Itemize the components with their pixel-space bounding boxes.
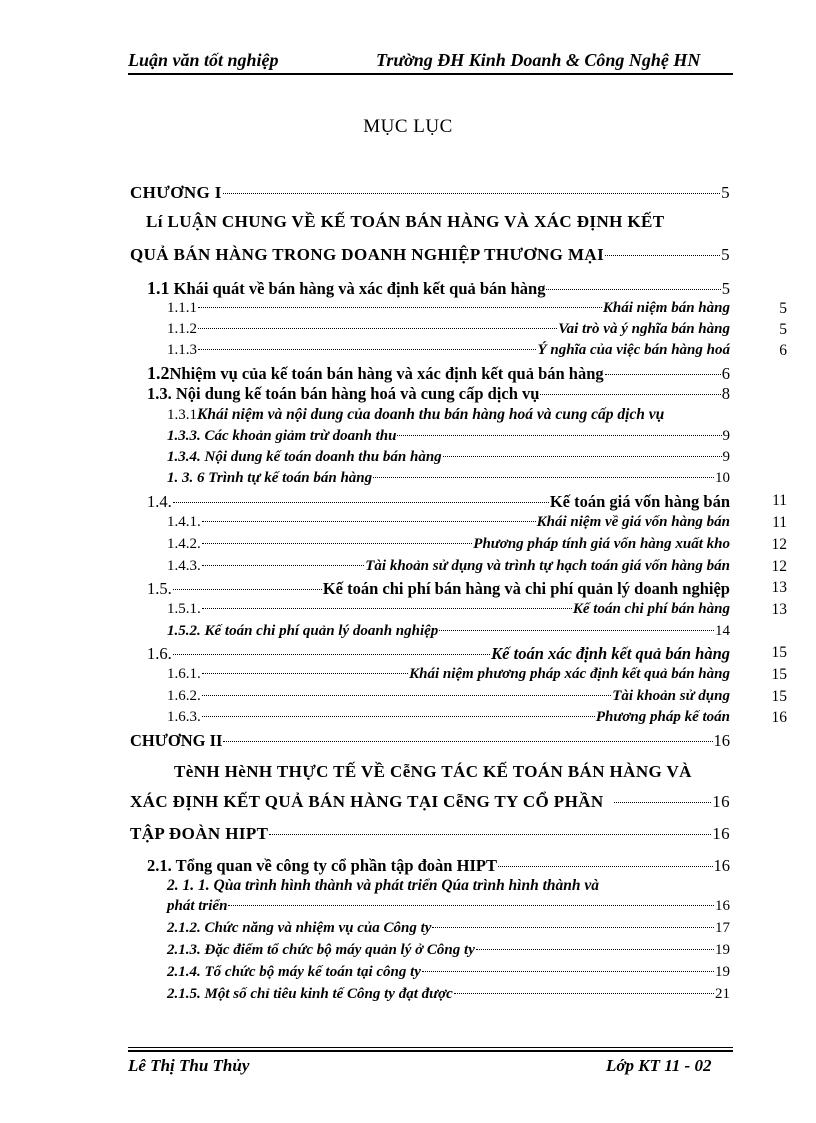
toc-page: 14 <box>715 623 730 639</box>
footer-rule-thick <box>128 1050 733 1052</box>
toc-label: 1.3. Nội dung kế toán bán hàng hoá và cung cấp dịch vụ <box>147 384 540 403</box>
toc-page: 16 <box>713 856 730 875</box>
toc-label: CHƯƠNG II <box>130 731 223 750</box>
toc-page: 13 <box>771 579 787 596</box>
toc-page: 5 <box>721 279 730 298</box>
toc-number: 1.6. <box>147 644 172 663</box>
toc-label: 2.1.5. Một số chỉ tiêu kinh tế Công ty đạt được <box>167 986 453 1002</box>
toc-page: 15 <box>771 666 787 683</box>
toc-entry[interactable] <box>167 406 782 424</box>
toc-page: 15 <box>771 688 787 705</box>
toc-label: 2. 1. 1. Qùa trình hình thành và phát triển Qúa trình hình thành và <box>167 877 600 894</box>
toc-label: Khái quát về bán hàng và xác định kết quả bán hàng <box>173 279 546 298</box>
toc-entry[interactable] <box>130 731 730 751</box>
toc-label: Phương pháp kế toán <box>595 709 730 725</box>
toc-label: Phương pháp tính giá vốn hàng xuất kho <box>473 536 730 552</box>
toc-entry[interactable] <box>167 601 730 618</box>
toc-page: 9 <box>722 428 730 444</box>
toc-label: Kế toán chi phí bán hàng <box>572 601 730 617</box>
toc-number: 1.4.1. <box>167 514 201 530</box>
toc-label: Khái niệm phương pháp xác định kết quả bán hàng <box>409 666 730 682</box>
toc-label: Tài khoản sử dụng <box>612 688 730 704</box>
toc-label: 2.1.3. Đặc điểm tổ chức bộ máy quản lý ở Công ty <box>167 942 475 958</box>
toc-entry[interactable] <box>167 964 730 981</box>
toc-entry[interactable] <box>167 920 730 937</box>
toc-label: 2.1.4. Tổ chức bộ máy kế toán tại công ty <box>167 964 421 980</box>
chapter-title: Lí LUẬN CHUNG VỀ KẾ TOÁN BÁN HÀNG VÀ XÁC ĐỊNH KẾT <box>146 212 665 231</box>
toc-page: 19 <box>715 964 730 980</box>
toc-page: 9 <box>722 449 730 465</box>
toc-entry[interactable] <box>147 492 730 512</box>
toc-entry[interactable] <box>130 245 730 265</box>
toc-label: 1.3.3. Các khoản giảm trừ doanh thu <box>167 428 397 444</box>
toc-entry[interactable] <box>130 824 730 844</box>
toc-page: 11 <box>772 492 787 509</box>
toc-entry[interactable] <box>167 688 730 705</box>
toc-number: 1.2 <box>147 363 170 383</box>
toc-number: 1.1.1 <box>167 300 197 316</box>
toc-page: 17 <box>715 920 730 936</box>
header-right: Trường ĐH Kinh Doanh & Công Nghệ HN <box>376 50 701 70</box>
toc-entry[interactable] <box>167 321 730 338</box>
toc-page: 16 <box>715 898 730 914</box>
toc-page: 21 <box>715 986 730 1002</box>
toc-entry[interactable] <box>167 986 730 1003</box>
toc-entry[interactable] <box>167 898 730 915</box>
toc-number: 1.1.3 <box>167 342 197 358</box>
toc-entry[interactable] <box>167 449 730 466</box>
toc-entry[interactable] <box>147 579 730 599</box>
footer-author: Lê Thị Thu Thủy <box>128 1056 250 1075</box>
toc-page: 6 <box>779 342 787 359</box>
toc-number: 1.4.2. <box>167 536 201 552</box>
chapter-title: TèNH HèNH THỰC TẾ VỀ CễNG TÁC KẾ TOÁN BÁN HÀNG VÀ <box>174 762 692 781</box>
toc-label: Kế toán xác định kết quả bán hàng <box>491 644 730 663</box>
toc-page: 6 <box>721 364 730 383</box>
toc-entry[interactable] <box>147 856 730 876</box>
toc-number: 1.5. <box>147 579 172 598</box>
footer-class: Lớp KT 11 - 02 <box>606 1056 712 1075</box>
toc-label: Kế toán giá vốn hàng bán <box>549 492 730 511</box>
toc-label: Kế toán chi phí bán hàng và chi phí quản lý doanh nghiệp <box>322 579 730 598</box>
toc-label: XÁC ĐỊNH KẾT QUẢ BÁN HÀNG TẠI CễNG TY CỔ PHẦN <box>130 792 604 811</box>
toc-label: CHƯƠNG I <box>130 183 222 202</box>
header-left: Luận văn tốt nghiệp <box>128 50 279 70</box>
toc-entry[interactable] <box>167 709 730 726</box>
toc-entry[interactable] <box>167 514 730 531</box>
toc-entry[interactable] <box>147 278 730 299</box>
toc-label: 1.3.4. Nội dung kế toán doanh thu bán hàng <box>167 449 442 465</box>
toc-number: 1.1 <box>147 278 170 298</box>
toc-number: 1.5.1. <box>167 601 201 617</box>
toc-label: TẬP ĐOÀN HIPT <box>130 824 269 843</box>
toc-entry[interactable] <box>147 384 730 404</box>
toc-page: 15 <box>771 644 787 661</box>
toc-page: 5 <box>721 183 730 202</box>
toc-page: 10 <box>715 470 730 486</box>
toc-page: 11 <box>772 514 787 531</box>
toc-page: 5 <box>779 300 787 317</box>
toc-entry[interactable] <box>167 342 730 359</box>
toc-entry[interactable] <box>167 623 730 640</box>
toc-label: 2.1.2. Chức năng và nhiệm vụ của Công ty <box>167 920 432 936</box>
toc-entry[interactable] <box>167 942 730 959</box>
page-title: MỤC LỤC <box>363 116 453 137</box>
header-rule <box>128 73 733 75</box>
toc-number: 1.4.3. <box>167 558 201 574</box>
toc-number: 1.6.2. <box>167 688 201 704</box>
toc-label: Khái niệm về giá vốn hàng bán <box>536 514 730 530</box>
toc-entry[interactable] <box>167 536 730 553</box>
toc-label: Ý nghĩa của việc bán hàng hoá <box>537 342 730 358</box>
toc-page: 16 <box>712 824 730 843</box>
toc-number: 1.6.1. <box>167 666 201 682</box>
toc-number: 1.6.3. <box>167 709 201 725</box>
toc-label: QUẢ BÁN HÀNG TRONG DOANH NGHIỆP THƯƠNG MẠI <box>130 245 605 264</box>
toc-label: Nhiệm vụ của kế toán bán hàng và xác định kết quả bán hàng <box>169 364 604 383</box>
toc-page: 16 <box>713 731 730 750</box>
footer-rule <box>128 1047 733 1048</box>
toc-entry[interactable] <box>167 470 730 487</box>
toc-page: 13 <box>771 601 787 618</box>
toc-page: 5 <box>779 321 787 338</box>
toc-page: 16 <box>712 792 730 811</box>
toc-entry[interactable] <box>147 644 730 664</box>
toc-number: 1.4. <box>147 492 172 511</box>
toc-entry[interactable] <box>130 792 730 812</box>
toc-label: Khái niệm bán hàng <box>602 300 730 316</box>
toc-page: 19 <box>715 942 730 958</box>
toc-entry[interactable] <box>147 363 730 384</box>
toc-entry[interactable] <box>130 183 730 203</box>
toc-label: Tài khoản sử dụng và trình tự hạch toán giá vốn hàng bán <box>365 558 730 574</box>
toc-entry[interactable] <box>167 558 730 575</box>
toc-entry[interactable] <box>167 300 730 317</box>
toc-number: 1.3.1 <box>167 407 197 423</box>
toc-number: 1.1.2 <box>167 321 197 337</box>
toc-label: phát triển <box>167 898 228 914</box>
toc-label: 1.5.2. Kế toán chi phí quản lý doanh nghiệp <box>167 623 439 639</box>
toc-label: Khái niệm và nội dung của doanh thu bán hàng hoá và cung cấp dịch vụ <box>197 406 665 423</box>
toc-label: Vai trò và ý nghĩa bán hàng <box>558 321 730 337</box>
toc-label: 1. 3. 6 Trình tự kế toán bán hàng <box>167 470 373 486</box>
toc-entry[interactable] <box>167 666 730 683</box>
toc-page: 16 <box>771 709 787 726</box>
toc-page: 12 <box>771 536 787 553</box>
toc-entry[interactable] <box>167 428 730 445</box>
toc-page: 12 <box>771 558 787 575</box>
toc-label: 2.1. Tổng quan về công ty cổ phần tập đoàn HIPT <box>147 856 497 875</box>
toc-page: 8 <box>721 384 730 403</box>
toc-page: 5 <box>721 245 730 264</box>
